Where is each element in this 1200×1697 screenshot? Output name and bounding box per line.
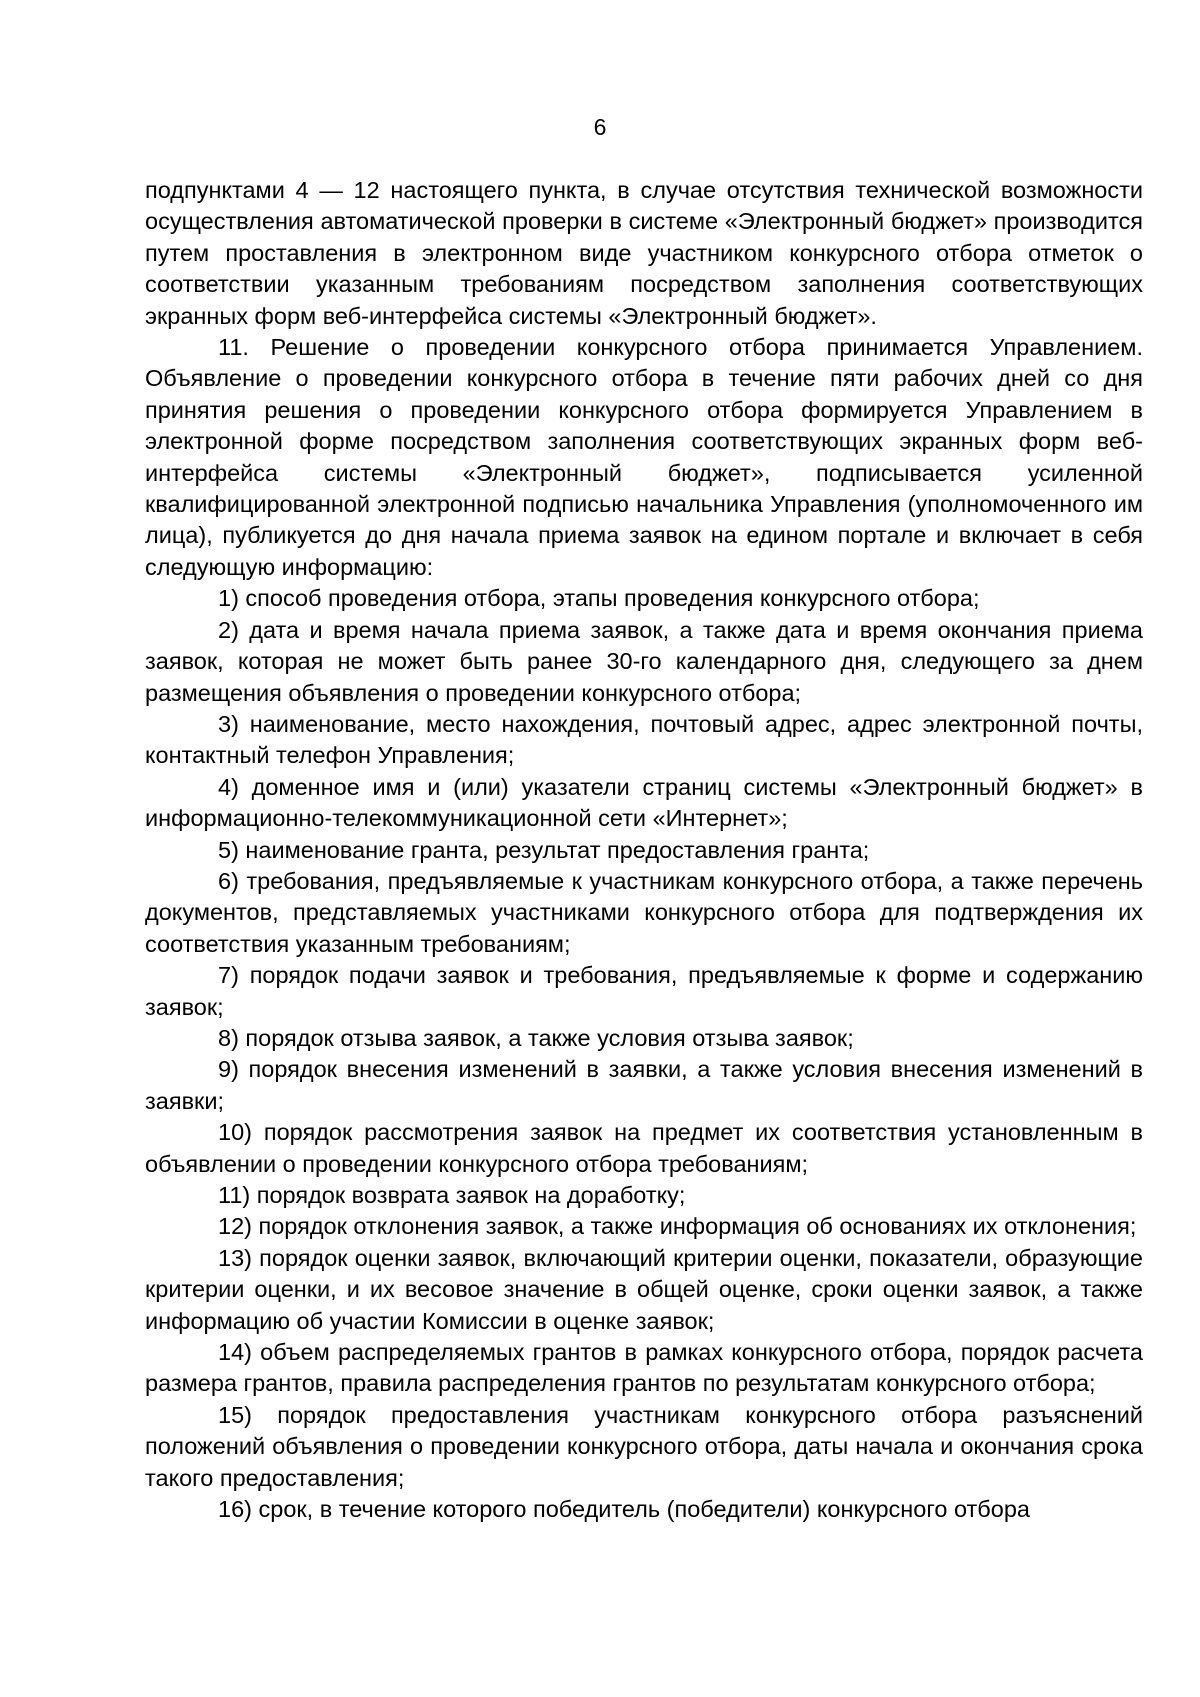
page-number: 6: [593, 114, 607, 140]
list-item: 6) требования, предъявляемые к участникам конкурсного отбора, а также перечень документов, представляемых участниками конкурсного отбора для подтверждения их соответствия указанным требованиям;: [145, 867, 1143, 957]
list-item: 15) порядок предоставления участникам конкурсного отбора разъяснений положений объявления о проведении конкурсного отбора, даты начала и окончания срока такого предоставления;: [145, 1401, 1143, 1491]
list-item: 9) порядок внесения изменений в заявки, а также условия внесения изменений в заявки;: [145, 1056, 1143, 1114]
list-item: 7) порядок подачи заявок и требования, предъявляемые к форме и содержанию заявок;: [145, 962, 1143, 1020]
list-item: 10) порядок рассмотрения заявок на предмет их соответствия установленным в объявлении о проведении конкурсного отбора требованиям;: [145, 1119, 1143, 1177]
list-item: 1) способ проведения отбора, этапы проведения конкурсного отбора;: [218, 585, 980, 612]
document-body: [145, 175, 1143, 1525]
list-item: 5) наименование гранта, результат предоставления гранта;: [218, 836, 870, 863]
list-item: 11) порядок возврата заявок на доработку;: [218, 1182, 686, 1208]
paragraph-continuation: подпунктами 4 — 12 настоящего пункта, в случае отсутствия технической возможности осуществления автоматической проверки в системе «Электронный бюджет» производится путем проставления в электронном виде участником конкурсного отбора отметок о соответствии указанным требованиям посредством заполнения соответствующих экранных форм веб-интерфейса системы «Электронный бюджет».: [145, 177, 1143, 329]
paragraph-clause-11: 11. Решение о проведении конкурсного отбора принимается Управлением. Объявление о проведении конкурсного отбора в течение пяти рабочих дней со дня принятия решения о проведении конкурсного отбора формируется Управлением в электронной форме посредством заполнения соответствующих экранных форм веб-интерфейса системы «Электронный бюджет», подписывается усиленной квалифицированной электронной подписью начальника Управления (уполномоченного им лица), публикуется до дня начала приема заявок на едином портале и включает в себя следующую информацию:: [145, 334, 1143, 580]
list-item: 14) объем распределяемых грантов в рамках конкурсного отбора, порядок расчета размера грантов, правила распределения грантов по результатам конкурсного отбора;: [145, 1339, 1143, 1397]
list-item: 16) срок, в течение которого победитель (победители) конкурсного отбора: [218, 1496, 1030, 1523]
list-item: 13) порядок оценки заявок, включающий критерии оценки, показатели, образующие критерии оценки, и их весовое значение в общей оценке, сроки оценки заявок, а также информацию об участии Комиссии в оценке заявок;: [145, 1244, 1143, 1334]
list-item: 8) порядок отзыва заявок, а также условия отзыва заявок;: [218, 1024, 854, 1051]
list-item: 12) порядок отклонения заявок, а также информация об основаниях их отклонения;: [218, 1213, 1137, 1240]
list-item: 2) дата и время начала приема заявок, а также дата и время окончания приема заявок, которая не может быть ранее 30-го календарного дня, следующего за днем размещения объявления о проведении конкурсного отбора;: [145, 616, 1143, 706]
list-item: 3) наименование, место нахождения, почтовый адрес, адрес электронной почты, контактный телефон Управления;: [145, 710, 1143, 769]
list-item: 4) доменное имя и (или) указатели страниц системы «Электронный бюджет» в информационно-телекоммуникационной сети «Интернет»;: [145, 773, 1143, 832]
